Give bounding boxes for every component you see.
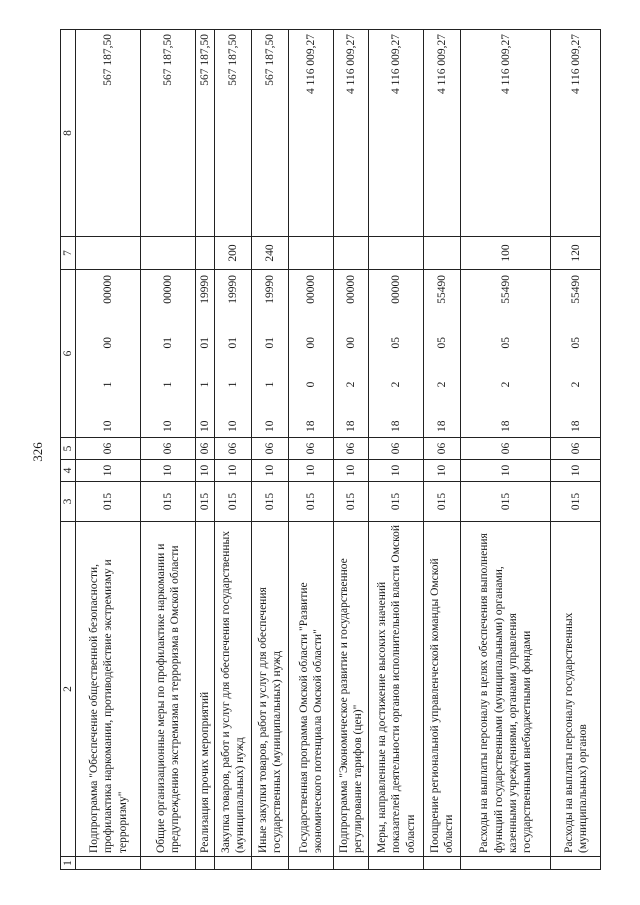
col3-cell: 015 — [461, 482, 551, 522]
page-number: 326 — [30, 442, 45, 462]
col4-cell: 10 — [76, 460, 141, 482]
code-part: 01 — [162, 336, 175, 349]
col7-cell — [141, 237, 196, 270]
amount-cell: 4 116 009,27 — [424, 30, 461, 237]
header-cell: 2 — [61, 522, 76, 857]
code-part: 10 — [227, 420, 240, 432]
code-part: 19990 — [264, 275, 277, 304]
col7-cell — [289, 237, 334, 270]
code-part: 2 — [569, 381, 582, 388]
target-code-cell — [369, 270, 424, 438]
col4-cell: 10 — [369, 460, 424, 482]
target-code — [226, 273, 240, 434]
header-cell: 6 — [61, 270, 76, 438]
table-row — [369, 30, 424, 870]
code-part: 00 — [305, 336, 318, 349]
code-part: 01 — [199, 336, 212, 349]
table-row — [334, 30, 369, 870]
empty-cell — [252, 857, 289, 870]
col4-cell: 10 — [461, 460, 551, 482]
target-code — [499, 273, 513, 434]
empty-cell — [369, 857, 424, 870]
target-code-cell — [196, 270, 215, 438]
table-row — [289, 30, 334, 870]
target-code-cell — [424, 270, 461, 438]
budget-table — [60, 29, 601, 870]
code-part: 00 — [345, 336, 358, 349]
target-code-cell — [551, 270, 601, 438]
code-part: 05 — [499, 336, 512, 349]
table-row — [252, 30, 289, 870]
code-part: 00000 — [102, 275, 115, 304]
col5-cell: 06 — [76, 438, 141, 460]
empty-cell — [289, 857, 334, 870]
amount-cell: 4 116 009,27 — [334, 30, 369, 237]
target-code — [435, 273, 449, 434]
row-name: Расходы на выплаты персоналу государственных (муниципальных) органов — [551, 522, 601, 857]
code-part: 2 — [390, 381, 403, 388]
code-part: 00000 — [345, 275, 358, 304]
target-code-cell — [461, 270, 551, 438]
col3-cell: 015 — [252, 482, 289, 522]
target-code-cell — [334, 270, 369, 438]
amount-cell: 4 116 009,27 — [461, 30, 551, 237]
amount-cell: 567 187,50 — [76, 30, 141, 237]
amount-cell: 567 187,50 — [141, 30, 196, 237]
header-cell: 8 — [61, 30, 76, 237]
target-code — [344, 273, 358, 434]
col5-cell: 06 — [551, 438, 601, 460]
col5-cell: 06 — [369, 438, 424, 460]
header-cell: 7 — [61, 237, 76, 270]
col4-cell: 10 — [289, 460, 334, 482]
code-part: 00000 — [305, 275, 318, 304]
code-part: 55490 — [569, 275, 582, 304]
col3-cell: 015 — [334, 482, 369, 522]
code-part: 01 — [227, 336, 240, 349]
col7-cell — [369, 237, 424, 270]
code-part: 18 — [305, 420, 318, 432]
code-part: 2 — [345, 381, 358, 388]
col4-cell: 10 — [424, 460, 461, 482]
table-row — [424, 30, 461, 870]
col7-cell — [424, 237, 461, 270]
col3-cell: 015 — [369, 482, 424, 522]
empty-cell — [141, 857, 196, 870]
code-part: 1 — [102, 381, 115, 388]
col5-cell: 06 — [252, 438, 289, 460]
amount-cell: 567 187,50 — [252, 30, 289, 237]
header-cell: 3 — [61, 482, 76, 522]
code-part: 55490 — [436, 275, 449, 304]
table-row — [215, 30, 252, 870]
code-part: 0 — [305, 381, 318, 388]
code-part: 18 — [390, 420, 403, 432]
code-part: 00000 — [390, 275, 403, 304]
code-part: 00000 — [162, 275, 175, 304]
row-name: Меры, направленные на достижение высоких значений показателей деятельности органов исполнительной власти Омской области — [369, 522, 424, 857]
empty-cell — [424, 857, 461, 870]
code-part: 10 — [264, 420, 277, 432]
table-row — [196, 30, 215, 870]
row-name: Реализация прочих мероприятий — [196, 522, 215, 857]
amount-cell: 4 116 009,27 — [289, 30, 334, 237]
code-part: 05 — [436, 336, 449, 349]
row-name: Расходы на выплаты персоналу в целях обеспечения выполнения функций государственными (муниципальными) органами, казенными учреждениями, органами управления государственными внебюджетными фондами — [461, 522, 551, 857]
col4-cell: 10 — [141, 460, 196, 482]
col5-cell: 06 — [461, 438, 551, 460]
target-code — [304, 273, 318, 434]
target-code — [101, 273, 115, 434]
code-part: 18 — [436, 420, 449, 432]
col3-cell: 015 — [551, 482, 601, 522]
target-code — [198, 273, 212, 434]
amount-cell: 4 116 009,27 — [369, 30, 424, 237]
target-code — [569, 273, 583, 434]
col7-cell: 100 — [461, 237, 551, 270]
col7-cell — [334, 237, 369, 270]
col3-cell: 015 — [141, 482, 196, 522]
col5-cell: 06 — [196, 438, 215, 460]
target-code — [389, 273, 403, 434]
target-code-cell — [215, 270, 252, 438]
header-cell: 4 — [61, 460, 76, 482]
col4-cell: 10 — [196, 460, 215, 482]
target-code-cell — [252, 270, 289, 438]
empty-cell — [461, 857, 551, 870]
code-part: 19990 — [199, 275, 212, 304]
code-part: 1 — [264, 381, 277, 388]
target-code — [263, 273, 277, 434]
col5-cell: 06 — [215, 438, 252, 460]
code-part: 1 — [162, 381, 175, 388]
table-row — [461, 30, 551, 870]
col3-cell: 015 — [215, 482, 252, 522]
table-row — [551, 30, 601, 870]
row-name: Поощрение региональной управленческой команды Омской области — [424, 522, 461, 857]
col4-cell: 10 — [334, 460, 369, 482]
code-part: 18 — [345, 420, 358, 432]
code-part: 01 — [264, 336, 277, 349]
col7-cell: 240 — [252, 237, 289, 270]
code-part: 05 — [569, 336, 582, 349]
col7-cell — [196, 237, 215, 270]
col4-cell: 10 — [215, 460, 252, 482]
row-name: Государственная программа Омской области "Развитие экономического потенциала Омской области" — [289, 522, 334, 857]
amount-cell: 4 116 009,27 — [551, 30, 601, 237]
code-part: 10 — [199, 420, 212, 432]
col7-cell — [76, 237, 141, 270]
code-part: 18 — [569, 420, 582, 432]
col5-cell: 06 — [424, 438, 461, 460]
code-part: 55490 — [499, 275, 512, 304]
col5-cell: 06 — [289, 438, 334, 460]
header-cell: 5 — [61, 438, 76, 460]
empty-cell — [334, 857, 369, 870]
col7-cell: 120 — [551, 237, 601, 270]
col4-cell: 10 — [252, 460, 289, 482]
col5-cell: 06 — [334, 438, 369, 460]
code-part: 00 — [102, 336, 115, 349]
amount-cell: 567 187,50 — [196, 30, 215, 237]
col7-cell: 200 — [215, 237, 252, 270]
amount-cell: 567 187,50 — [215, 30, 252, 237]
code-part: 2 — [499, 381, 512, 388]
table-row — [141, 30, 196, 870]
code-part: 18 — [499, 420, 512, 432]
target-code — [161, 273, 175, 434]
rotated-budget-table — [60, 30, 609, 870]
code-part: 10 — [102, 420, 115, 432]
table-row — [76, 30, 141, 870]
col3-cell: 015 — [424, 482, 461, 522]
col4-cell: 10 — [551, 460, 601, 482]
header-cell: 1 — [61, 857, 76, 870]
target-code-cell — [76, 270, 141, 438]
target-code-cell — [289, 270, 334, 438]
row-name: Подпрограмма "Экономическое развитие и государственное регулирование тарифов (цен)" — [334, 522, 369, 857]
target-code-cell — [141, 270, 196, 438]
code-part: 1 — [227, 381, 240, 388]
row-name: Общие организационные меры по профилактике наркомании и предупреждению экстремизма и терроризма в Омской области — [141, 522, 196, 857]
row-name: Подпрограмма "Обеспечение общественной безопасности, профилактика наркомании, противодействие экстремизму и терроризму" — [76, 522, 141, 857]
code-part: 05 — [390, 336, 403, 349]
empty-cell — [215, 857, 252, 870]
col3-cell: 015 — [76, 482, 141, 522]
code-part: 19990 — [227, 275, 240, 304]
code-part: 10 — [162, 420, 175, 432]
row-name: Закупка товаров, работ и услуг для обеспечения государственных (муниципальных) нужд — [215, 522, 252, 857]
code-part: 1 — [199, 381, 212, 388]
code-part: 2 — [436, 381, 449, 388]
empty-cell — [196, 857, 215, 870]
row-name: Иные закупки товаров, работ и услуг для обеспечения государственных (муниципальных) нужд — [252, 522, 289, 857]
header-row — [61, 30, 76, 870]
empty-cell — [551, 857, 601, 870]
col3-cell: 015 — [196, 482, 215, 522]
col3-cell: 015 — [289, 482, 334, 522]
col5-cell: 06 — [141, 438, 196, 460]
empty-cell — [76, 857, 141, 870]
